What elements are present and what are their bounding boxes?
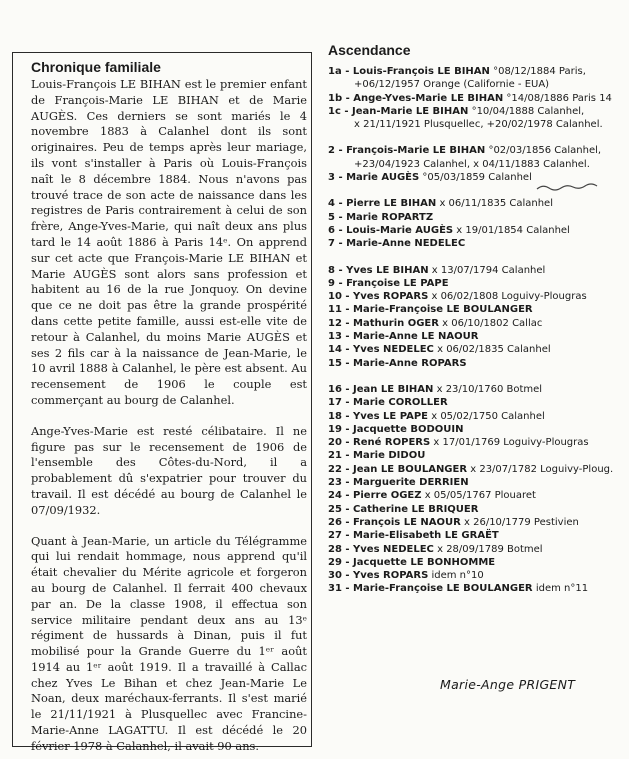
ancestry-entry: [328, 529, 624, 542]
ancestry-entry: [328, 330, 624, 343]
entry-name: Marie-Françoise LE BOULANGER: [353, 304, 533, 316]
entry-separator: -: [341, 331, 354, 343]
entry-separator: -: [341, 530, 354, 542]
entry-details: x 06/10/1802 Callac: [442, 317, 543, 329]
entry-separator: -: [341, 477, 354, 489]
signature: Marie-Ange PRIGENT: [440, 677, 576, 692]
entry-separator: -: [334, 277, 347, 289]
entry-details: °14/08/1886 Paris 14: [506, 92, 612, 104]
chronicle-column: [31, 59, 307, 755]
entry-number: 14: [328, 344, 342, 356]
ancestry-entry: [328, 343, 624, 356]
entry-details: x 17/01/1769 Loguivy-Plougras: [433, 437, 589, 449]
ancestry-group: [328, 197, 624, 250]
entry-separator: -: [334, 238, 347, 250]
ancestry-entry: [328, 396, 624, 409]
ancestry-group: [328, 264, 624, 370]
ancestry-entry: [328, 516, 624, 529]
entry-number: 16: [328, 383, 342, 395]
entry-separator: -: [334, 224, 347, 236]
ancestry-entry: [328, 582, 624, 595]
ancestry-entry: [328, 303, 624, 316]
entry-number: 3: [328, 172, 335, 184]
entry-separator: -: [334, 198, 347, 210]
entry-separator: -: [341, 397, 354, 409]
entry-name: Marie-Françoise LE BOULANGER: [353, 583, 533, 595]
ancestry-entry: [328, 556, 624, 569]
entry-name: Marie-Anne ROPARS: [353, 357, 467, 369]
entry-number: 11: [328, 304, 342, 316]
entry-separator: -: [341, 344, 354, 356]
entry-number: 1b: [328, 92, 343, 104]
entry-number: 12: [328, 317, 342, 329]
entry-number: 31: [328, 583, 342, 595]
entry-name: Jean LE BOULANGER: [353, 463, 468, 475]
entry-details: x 13/07/1794 Calanhel: [431, 264, 546, 276]
ancestry-entry: [328, 264, 624, 277]
entry-number: 17: [328, 397, 342, 409]
entry-number: 27: [328, 530, 342, 542]
entry-details: idem n°11: [535, 583, 589, 595]
entry-number: 30: [328, 570, 342, 582]
entry-details: °05/03/1859 Calanhel: [422, 172, 532, 184]
entry-separator: -: [341, 423, 354, 435]
entry-name: Jean LE BIHAN: [353, 383, 434, 395]
entry-number: 26: [328, 516, 342, 528]
entry-number: 18: [328, 410, 342, 422]
entry-name: Jean-Marie LE BIHAN: [352, 105, 469, 117]
ancestry-entry: [328, 197, 624, 210]
entry-number: 22: [328, 463, 342, 475]
entry-name: Marguerite DERRIEN: [353, 477, 469, 489]
entry-separator: -: [334, 172, 347, 184]
entry-number: 13: [328, 331, 342, 343]
ancestry-entry: [328, 423, 624, 436]
entry-details-continued: +23/04/1923 Calanhel, x 04/11/1883 Calanhel.: [354, 158, 590, 170]
entry-separator: -: [341, 291, 354, 303]
entry-name: Françoise LE PAPE: [346, 277, 449, 289]
entry-separator: -: [341, 503, 354, 515]
entry-details: x 06/11/1835 Calanhel: [439, 198, 553, 210]
entry-separator: -: [341, 304, 354, 316]
ancestry-column: [328, 42, 624, 609]
ancestry-list: [328, 65, 624, 596]
ancestry-entry: [328, 436, 624, 449]
entry-details: x 26/10/1779 Pestivien: [464, 516, 579, 528]
entry-number: 4: [328, 198, 335, 210]
entry-name: Yves ROPARS: [353, 570, 429, 582]
entry-name: Jacquette BODOUIN: [353, 423, 464, 435]
entry-separator: -: [341, 490, 354, 502]
entry-separator: -: [341, 66, 353, 77]
ancestry-entry: [328, 317, 624, 330]
entry-details: x 05/02/1750 Calanhel: [431, 410, 545, 422]
entry-details: x 19/01/1854 Calanhel: [456, 224, 570, 236]
entry-name: René ROPERS: [353, 437, 431, 449]
ancestry-entry: [328, 357, 624, 370]
entry-separator: -: [341, 570, 354, 582]
entry-name: Pierre OGEZ: [353, 490, 422, 502]
entry-number: 6: [328, 224, 335, 236]
entry-details: idem n°10: [431, 570, 484, 582]
entry-name: Marie-Anne NEDELEC: [346, 238, 466, 250]
entry-separator: -: [342, 92, 354, 104]
ancestry-entry: [328, 569, 624, 582]
ancestry-entry: [328, 105, 624, 132]
entry-details: x 05/05/1767 Plouaret: [424, 490, 536, 502]
chronicle-paragraph-2: Ange-Yves-Marie est resté célibataire. Il ne figure pas sur le recensement de 1906 de l'ensemble des Côtes-du-Nord, il a probablement dû s'expatrier pour trouver du travail. Il est décédé au bourg de Calanhel le 07/09/1932.: [31, 423, 307, 517]
entry-name: Louis-François LE BIHAN: [352, 66, 490, 77]
entry-name: Yves ROPARS: [353, 291, 429, 303]
entry-separator: -: [341, 357, 354, 369]
ancestry-entry: [328, 144, 624, 171]
entry-separator: -: [334, 145, 347, 157]
entry-separator: -: [341, 383, 354, 395]
entry-name: Marie ROPARTZ: [346, 211, 434, 223]
entry-details: °08/12/1884 Paris,: [493, 66, 586, 77]
entry-number: 15: [328, 357, 342, 369]
ancestry-entry: [328, 503, 624, 516]
entry-number: 19: [328, 423, 342, 435]
entry-separator: -: [340, 105, 353, 117]
chronicle-title: Chronique familiale: [31, 59, 161, 75]
ancestry-entry: [328, 224, 624, 237]
ancestry-title: Ascendance: [328, 42, 411, 58]
ancestry-entry: [328, 489, 624, 502]
entry-number: 10: [328, 291, 342, 303]
entry-name: Pierre LE BIHAN: [346, 198, 437, 210]
entry-name: Ange-Yves-Marie LE BIHAN: [353, 92, 504, 104]
entry-number: 28: [328, 543, 342, 555]
entry-number: 23: [328, 477, 342, 489]
ancestry-entry: [328, 92, 624, 105]
entry-name: Catherine LE BRIQUER: [353, 503, 479, 515]
ancestry-group: [328, 383, 624, 596]
entry-number: 20: [328, 437, 342, 449]
entry-details-continued: +06/12/1957 Orange (Californie - EUA): [354, 79, 550, 91]
entry-separator: -: [334, 211, 347, 223]
entry-number: 29: [328, 556, 342, 568]
entry-separator: -: [341, 410, 354, 422]
ancestry-entry: [328, 290, 624, 303]
entry-separator: -: [341, 543, 354, 555]
entry-number: 1c: [328, 105, 341, 117]
entry-number: 2: [328, 145, 335, 157]
pen-stroke-mark: [535, 180, 605, 194]
ancestry-entry: [328, 383, 624, 396]
entry-name: Yves NEDELEC: [353, 344, 434, 356]
ancestry-entry: [328, 277, 624, 290]
entry-number: 5: [328, 211, 335, 223]
entry-name: Yves LE PAPE: [353, 410, 429, 422]
entry-number: 7: [328, 238, 335, 250]
ancestry-entry: [328, 449, 624, 462]
ancestry-entry: [328, 410, 624, 423]
entry-details: °02/03/1856 Calanhel,: [488, 145, 602, 157]
chronicle-paragraph-1: Louis-François LE BIHAN est le premier enfant de François-Marie LE BIHAN et de Marie AUGÈS. Ces derniers se sont mariés le 4 novembre 1883 à Calanhel dont ils sont originaires. Peu de temps après leur mariage, ils vont s'installer à Paris où Louis-François naît le 8 décembre 1884. Nous n'avons pas trouvé trace de son acte de naissance dans les registres de Paris contrairement à celui de son frère, Ange-Yves-Marie, qui naît deux ans plus tard le 14 août 1886 à Paris 14ᵉ. On apprend sur cet acte que François-Marie LE BIHAN et Marie AUGÈS sont alors sans profession et habitent au 16 de la rue Jonquoy. On devine que ce ne doit pas être la grande prospérité dans cette petite famille, aussi est-elle vite de retour à Calanhel, du moins Marie AUGÈS et ses 2 fils car à la naissance de Jean-Marie, le 10 avril 1888 à Calanhel, le père est absent. Au recensement de 1906 le couple est commerçant au bourg de Calanhel.: [31, 77, 307, 407]
entry-separator: -: [341, 437, 354, 449]
entry-name: Marie-Elisabeth LE GRAËT: [353, 530, 499, 542]
entry-name: Yves LE BIHAN: [346, 264, 429, 276]
entry-name: Marie AUGÈS: [346, 172, 420, 184]
entry-separator: -: [341, 556, 354, 568]
ancestry-entry: [328, 65, 624, 92]
entry-details-continued: x 21/11/1921 Plusquellec, +20/02/1978 Calanhel.: [354, 119, 603, 131]
entry-separator: -: [334, 264, 347, 276]
entry-separator: -: [341, 463, 354, 475]
entry-details: °10/04/1888 Calanhel,: [471, 105, 585, 117]
ancestry-entry: [328, 543, 624, 556]
entry-name: Mathurin OGER: [353, 317, 439, 329]
ancestry-entry: [328, 476, 624, 489]
entry-separator: -: [341, 583, 354, 595]
entry-separator: -: [341, 516, 354, 528]
entry-name: François-Marie LE BIHAN: [346, 145, 486, 157]
entry-number: 1a: [328, 66, 342, 77]
entry-name: Marie COROLLER: [353, 397, 448, 409]
entry-number: 24: [328, 490, 342, 502]
entry-number: 9: [328, 277, 335, 289]
ancestry-group: [328, 144, 624, 184]
entry-number: 25: [328, 503, 342, 515]
ancestry-entry: [328, 463, 624, 476]
ancestry-entry: [328, 211, 624, 224]
entry-name: Marie-Anne LE NAOUR: [353, 331, 479, 343]
entry-name: François LE NAOUR: [353, 516, 461, 528]
entry-name: Yves NEDELEC: [353, 543, 434, 555]
entry-details: x 06/02/1835 Calanhel: [437, 344, 551, 356]
ancestry-group: [328, 65, 624, 131]
entry-details: x 23/07/1782 Loguivy-Ploug.: [470, 463, 614, 475]
entry-details: x 28/09/1789 Botmel: [437, 543, 543, 555]
entry-details: x 23/10/1760 Botmel: [436, 383, 543, 395]
entry-separator: -: [341, 450, 354, 462]
entry-number: 21: [328, 450, 342, 462]
entry-number: 8: [328, 264, 335, 276]
chronicle-paragraph-3: Quant à Jean-Marie, un article du Télégramme qui lui rendait hommage, nous apprend qu'il était chevalier du Mérite agricole et forgeron au bourg de Calanhel. Il ferrait 400 chevaux par an. De la classe 1908, il effectua son service militaire pendant deux ans au 13ᵉ régiment de hussards à Dinan, puis il fut mobilisé pour la Grande Guerre du 1ᵉʳ août 1914 au 1ᵉʳ août 1919. Il a travaillé à Callac chez Yves Le Bihan et chez Jean-Marie Le Noan, deux maréchaux-ferrants. Il s'est marié le 21/11/1921 à Plusquellec avec Francine-Marie-Anne LAGATTU. Il est décédé le 20 février 1978 à Calanhel, il avait 90 ans.: [31, 533, 307, 753]
entry-name: Marie DIDOU: [353, 450, 426, 462]
entry-separator: -: [341, 317, 354, 329]
entry-name: Jacquette LE BONHOMME: [353, 556, 496, 568]
entry-name: Louis-Marie AUGÈS: [346, 224, 454, 236]
ancestry-entry: [328, 237, 624, 250]
entry-details: x 06/02/1808 Loguivy-Plougras: [431, 291, 587, 303]
